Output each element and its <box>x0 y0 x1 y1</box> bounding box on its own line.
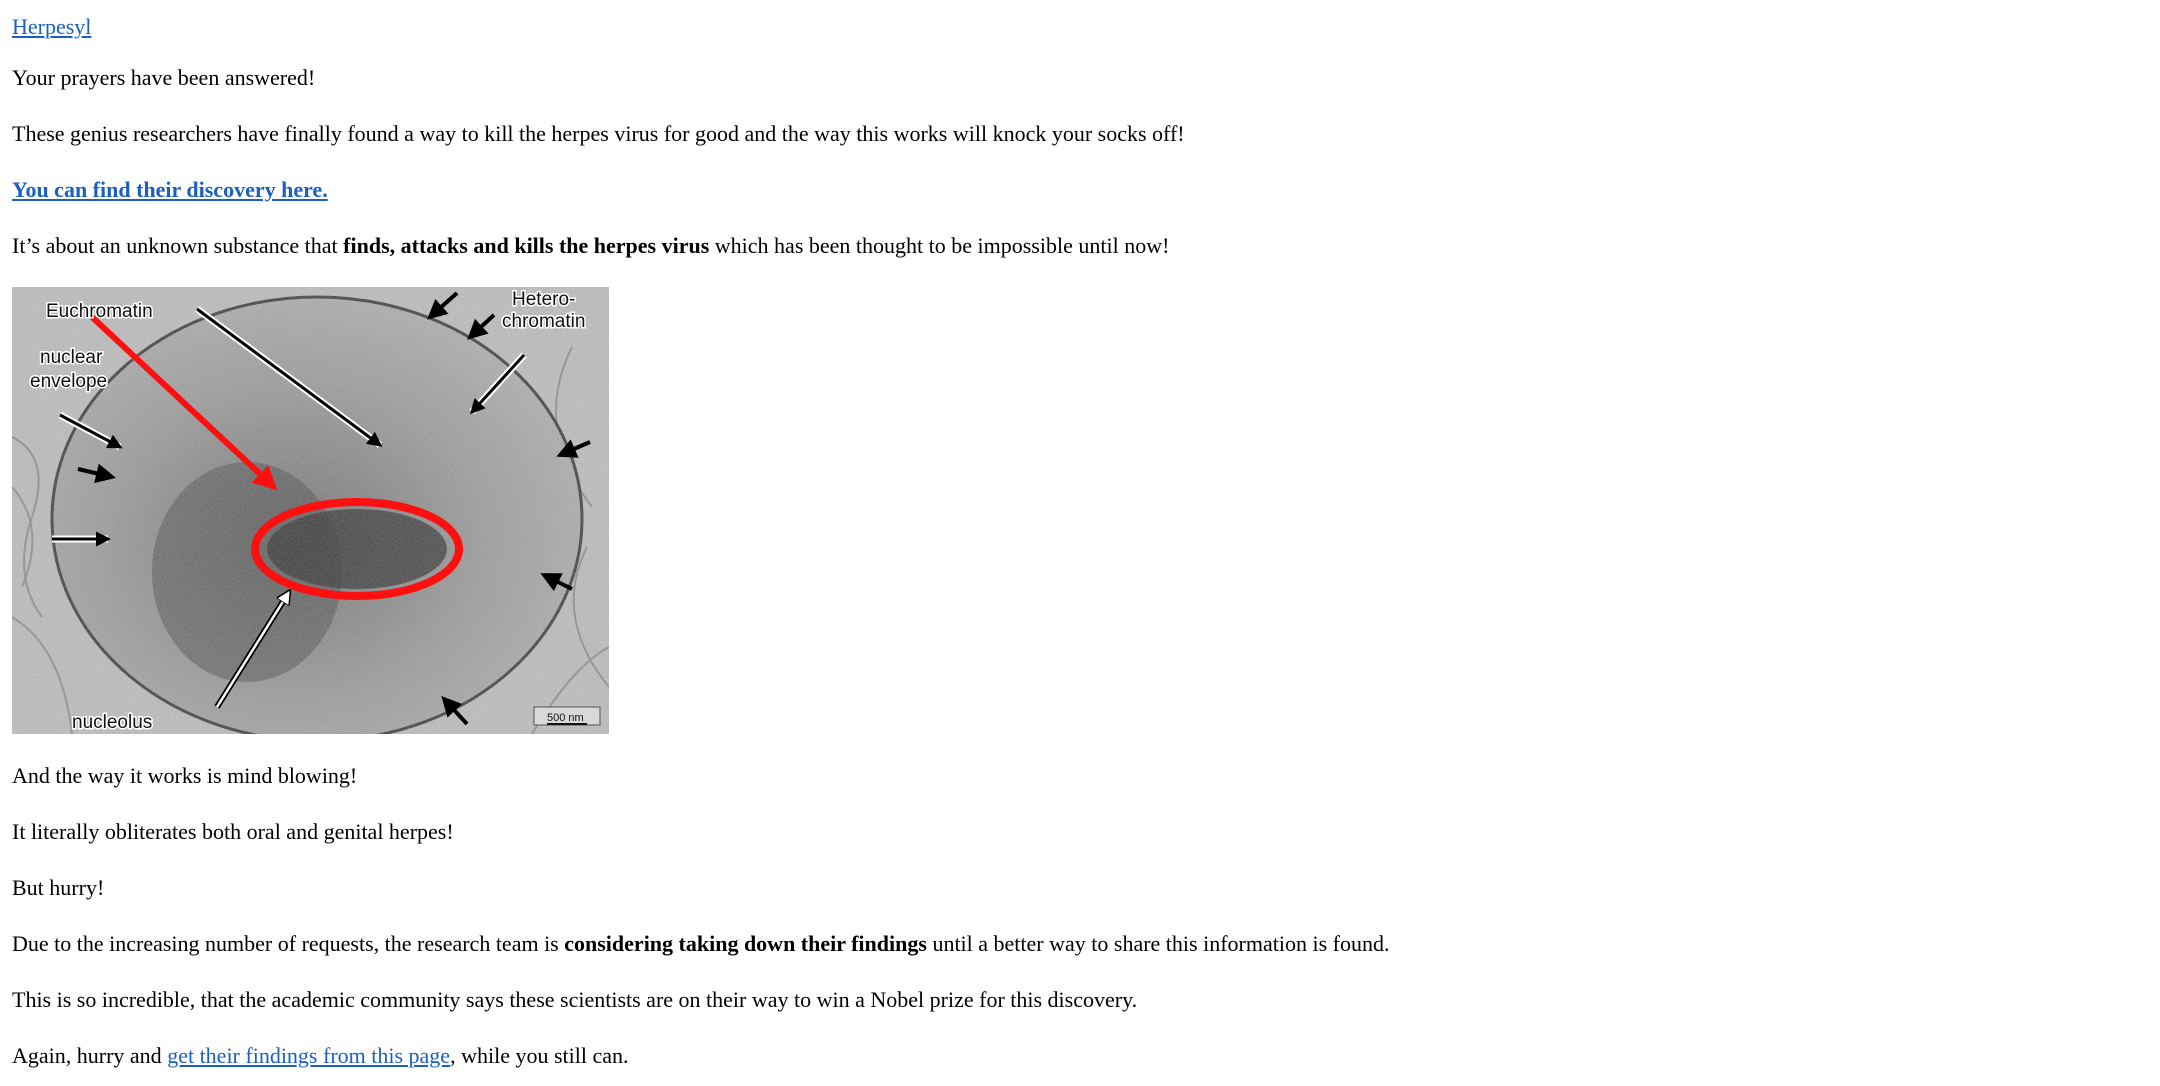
label-nucleolus: nucleolus <box>72 712 153 733</box>
mind-blowing-line: And the way it works is mind blowing! <box>12 763 358 788</box>
researchers-line: These genius researchers have finally found a way to kill the herpes virus for good and the way this works will knock your socks off! <box>12 121 1185 146</box>
hurry-line: But hurry! <box>12 875 105 900</box>
label-hetero-1: Hetero- <box>512 289 576 310</box>
requests-bold: considering taking down their findings <box>564 931 927 956</box>
nucleus-micrograph <box>12 287 609 734</box>
substance-line: It’s about an unknown substance that finds, attacks and kills the herpes virus which has been thought to be impossible until now! <box>12 233 1170 258</box>
scale-bar-label: 500 nm <box>547 712 584 724</box>
substance-bold: finds, attacks and kills the herpes virus <box>343 233 710 258</box>
requests-line: Due to the increasing number of requests, the research team is considering taking down their findings until a better way to share this information is found. <box>12 931 1390 956</box>
discovery-link[interactable]: You can find their discovery here. <box>12 177 328 202</box>
obliterates-line: It literally obliterates both oral and genital herpes! <box>12 819 454 844</box>
herpesyl-link[interactable]: Herpesyl <box>12 14 92 39</box>
label-hetero-2: chromatin <box>502 311 586 332</box>
label-euchromatin: Euchromatin <box>46 301 153 322</box>
label-envelope: envelope <box>30 371 108 392</box>
findings-link[interactable]: get their findings from this page <box>167 1043 451 1068</box>
nobel-line: This is so incredible, that the academic community says these scientists are on their way to win a Nobel prize for this discovery. <box>12 987 1138 1012</box>
intro-line: Your prayers have been answered! <box>12 65 316 90</box>
final-line: Again, hurry and get their findings from this page, while you still can. <box>12 1043 629 1068</box>
label-nuclear: nuclear <box>40 347 103 368</box>
